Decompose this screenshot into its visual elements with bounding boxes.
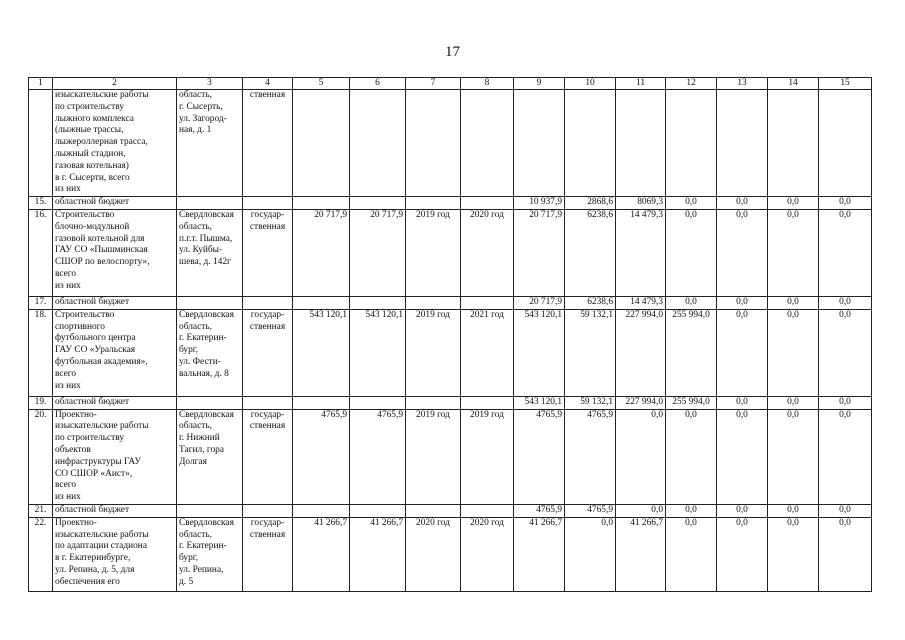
row-number-cell: 17.: [29, 296, 53, 309]
remaining-cost-cell: 20 717,9: [350, 209, 406, 296]
ownership-cell: [243, 296, 293, 309]
total-funding-cell: 4765,9: [514, 504, 565, 517]
funding-2024-cell: 0,0: [819, 396, 872, 409]
end-year-cell: [461, 504, 514, 517]
funding-2024-cell: 0,0: [819, 309, 872, 396]
funding-2021-cell: 0,0: [666, 296, 717, 309]
table-row: [29, 197, 872, 210]
end-year-cell: 2021 год: [461, 309, 514, 396]
funding-2021-cell: 0,0: [666, 517, 717, 591]
funding-2020-cell: 14 479,3: [616, 296, 666, 309]
column-header: 4: [243, 78, 293, 90]
estimated-cost-cell: [293, 296, 350, 309]
row-number-cell: 21.: [29, 504, 53, 517]
funding-2022-cell: 0,0: [717, 504, 768, 517]
funding-2023-cell: 0,0: [768, 296, 819, 309]
total-funding-cell: 543 120,1: [514, 396, 565, 409]
funding-2021-cell: 255 994,0: [666, 309, 717, 396]
estimated-cost-cell: 41 266,7: [293, 517, 350, 591]
funding-2024-cell: 0,0: [819, 517, 872, 591]
remaining-cost-cell: [350, 90, 406, 197]
object-name-cell: областной бюджет: [53, 396, 177, 409]
start-year-cell: [406, 296, 461, 309]
end-year-cell: 2020 год: [461, 209, 514, 296]
table-row: [29, 409, 872, 504]
funding-2020-cell: 14 479,3: [616, 209, 666, 296]
funding-2024-cell: 0,0: [819, 409, 872, 504]
estimated-cost-cell: [293, 396, 350, 409]
funding-2024-cell: 0,0: [819, 197, 872, 210]
funding-2020-cell: 41 266,7: [616, 517, 666, 591]
object-name-cell: Проектно- изыскательские работы по строительству объектов инфраструктуры ГАУ СО СШОР «Аист», всего из них: [53, 409, 177, 504]
ownership-cell: государ- ственная: [243, 209, 293, 296]
start-year-cell: [406, 396, 461, 409]
location-cell: Свердловская область, п.г.т. Пышма, ул. Куйбы- шева, д. 142г: [177, 209, 243, 296]
funding-2019-cell: 4765,9: [565, 504, 616, 517]
funding-2023-cell: 0,0: [768, 209, 819, 296]
total-funding-cell: 20 717,9: [514, 296, 565, 309]
object-name-cell: изыскательские работы по строительству лыжного комплекса (лыжные трассы, лыжероллерная трасса, лыжный стадион, газовая котельная) в г. Сысерти, всего из них: [53, 90, 177, 197]
funding-2021-cell: 0,0: [666, 409, 717, 504]
funding-2019-cell: [565, 90, 616, 197]
table-row: [29, 396, 872, 409]
ownership-cell: [243, 197, 293, 210]
funding-2024-cell: 0,0: [819, 504, 872, 517]
funding-2020-cell: 227 994,0: [616, 309, 666, 396]
row-number-cell: 22.: [29, 517, 53, 591]
column-header: 14: [768, 78, 819, 90]
table-body: [29, 90, 872, 592]
funding-2019-cell: 4765,9: [565, 409, 616, 504]
total-funding-cell: 20 717,9: [514, 209, 565, 296]
column-header: 3: [177, 78, 243, 90]
estimated-cost-cell: 4765,9: [293, 409, 350, 504]
funding-2020-cell: 0,0: [616, 504, 666, 517]
object-name-cell: Проектно- изыскательские работы по адаптации стадиона в г. Екатеринбурге, ул. Репина, д. 5, для обеспечения его: [53, 517, 177, 591]
object-name-cell: Строительство блочно-модульной газовой котельной для ГАУ СО «Пышминская СШОР по велоспорту», всего из них: [53, 209, 177, 296]
table-row: [29, 309, 872, 396]
location-cell: Свердловская область, г. Нижний Тагил, гора Долгая: [177, 409, 243, 504]
end-year-cell: 2020 год: [461, 517, 514, 591]
object-name-cell: областной бюджет: [53, 197, 177, 210]
funding-2024-cell: [819, 90, 872, 197]
funding-2024-cell: 0,0: [819, 209, 872, 296]
funding-2019-cell: 2868,6: [565, 197, 616, 210]
funding-2023-cell: [768, 90, 819, 197]
row-number-cell: 16.: [29, 209, 53, 296]
row-number-cell: 18.: [29, 309, 53, 396]
funding-2019-cell: 59 132,1: [565, 396, 616, 409]
column-header: 13: [717, 78, 768, 90]
funding-2022-cell: 0,0: [717, 209, 768, 296]
funding-2023-cell: 0,0: [768, 396, 819, 409]
start-year-cell: [406, 197, 461, 210]
total-funding-cell: [514, 90, 565, 197]
funding-2023-cell: 0,0: [768, 309, 819, 396]
row-number-cell: 15.: [29, 197, 53, 210]
funding-2022-cell: 0,0: [717, 296, 768, 309]
header-row: [29, 78, 872, 90]
table-row: [29, 504, 872, 517]
start-year-cell: 2020 год: [406, 517, 461, 591]
start-year-cell: 2019 год: [406, 409, 461, 504]
ownership-cell: государ- ственная: [243, 517, 293, 591]
estimated-cost-cell: 20 717,9: [293, 209, 350, 296]
column-header: 7: [406, 78, 461, 90]
row-number-cell: 20.: [29, 409, 53, 504]
column-header: 10: [565, 78, 616, 90]
remaining-cost-cell: 41 266,7: [350, 517, 406, 591]
row-number-cell: [29, 90, 53, 197]
ownership-cell: ственная: [243, 90, 293, 197]
column-header: 2: [53, 78, 177, 90]
start-year-cell: 2019 год: [406, 209, 461, 296]
ownership-cell: государ- ственная: [243, 309, 293, 396]
remaining-cost-cell: [350, 197, 406, 210]
ownership-cell: государ- ственная: [243, 409, 293, 504]
total-funding-cell: 543 120,1: [514, 309, 565, 396]
remaining-cost-cell: [350, 504, 406, 517]
funding-2022-cell: 0,0: [717, 396, 768, 409]
column-header: 9: [514, 78, 565, 90]
column-header: 1: [29, 78, 53, 90]
funding-2024-cell: 0,0: [819, 296, 872, 309]
budget-table: [28, 77, 872, 592]
location-cell: область, г. Сысерть, ул. Загород- ная, д. 1: [177, 90, 243, 197]
column-header: 12: [666, 78, 717, 90]
funding-2021-cell: 255 994,0: [666, 396, 717, 409]
remaining-cost-cell: 4765,9: [350, 409, 406, 504]
remaining-cost-cell: [350, 396, 406, 409]
location-cell: [177, 504, 243, 517]
funding-2019-cell: 6238,6: [565, 209, 616, 296]
location-cell: [177, 296, 243, 309]
funding-2022-cell: 0,0: [717, 409, 768, 504]
estimated-cost-cell: [293, 90, 350, 197]
column-header: 5: [293, 78, 350, 90]
ownership-cell: [243, 504, 293, 517]
table-row: [29, 90, 872, 197]
funding-2021-cell: [666, 90, 717, 197]
end-year-cell: [461, 396, 514, 409]
funding-2022-cell: [717, 90, 768, 197]
table-row: [29, 296, 872, 309]
end-year-cell: 2019 год: [461, 409, 514, 504]
page-number: 17: [445, 44, 460, 60]
column-header: 6: [350, 78, 406, 90]
ownership-cell: [243, 396, 293, 409]
row-number-cell: 19.: [29, 396, 53, 409]
funding-2021-cell: 0,0: [666, 504, 717, 517]
end-year-cell: [461, 296, 514, 309]
object-name-cell: областной бюджет: [53, 296, 177, 309]
funding-2023-cell: 0,0: [768, 409, 819, 504]
funding-2023-cell: 0,0: [768, 504, 819, 517]
start-year-cell: [406, 90, 461, 197]
column-header: 8: [461, 78, 514, 90]
location-cell: [177, 396, 243, 409]
object-name-cell: Строительство спортивного футбольного центра ГАУ СО «Уральская футбольная академия», всего из них: [53, 309, 177, 396]
funding-2020-cell: [616, 90, 666, 197]
funding-2021-cell: 0,0: [666, 209, 717, 296]
funding-2023-cell: 0,0: [768, 197, 819, 210]
estimated-cost-cell: [293, 197, 350, 210]
funding-2023-cell: 0,0: [768, 517, 819, 591]
location-cell: [177, 197, 243, 210]
end-year-cell: [461, 197, 514, 210]
location-cell: Свердловская область, г. Екатерин- бург, ул. Репина, д. 5: [177, 517, 243, 591]
column-header: 11: [616, 78, 666, 90]
estimated-cost-cell: [293, 504, 350, 517]
table-row: [29, 209, 872, 296]
estimated-cost-cell: 543 120,1: [293, 309, 350, 396]
table-row: [29, 517, 872, 591]
location-cell: Свердловская область, г. Екатерин- бург, ул. Фести- вальная, д. 8: [177, 309, 243, 396]
funding-2022-cell: 0,0: [717, 197, 768, 210]
funding-2019-cell: 0,0: [565, 517, 616, 591]
start-year-cell: 2019 год: [406, 309, 461, 396]
end-year-cell: [461, 90, 514, 197]
funding-2020-cell: 0,0: [616, 409, 666, 504]
funding-2019-cell: 6238,6: [565, 296, 616, 309]
remaining-cost-cell: [350, 296, 406, 309]
funding-2019-cell: 59 132,1: [565, 309, 616, 396]
funding-2022-cell: 0,0: [717, 517, 768, 591]
total-funding-cell: 10 937,9: [514, 197, 565, 210]
funding-2020-cell: 8069,3: [616, 197, 666, 210]
total-funding-cell: 4765,9: [514, 409, 565, 504]
funding-2022-cell: 0,0: [717, 309, 768, 396]
total-funding-cell: 41 266,7: [514, 517, 565, 591]
start-year-cell: [406, 504, 461, 517]
funding-2020-cell: 227 994,0: [616, 396, 666, 409]
object-name-cell: областной бюджет: [53, 504, 177, 517]
remaining-cost-cell: 543 120,1: [350, 309, 406, 396]
column-header: 15: [819, 78, 872, 90]
funding-2021-cell: 0,0: [666, 197, 717, 210]
